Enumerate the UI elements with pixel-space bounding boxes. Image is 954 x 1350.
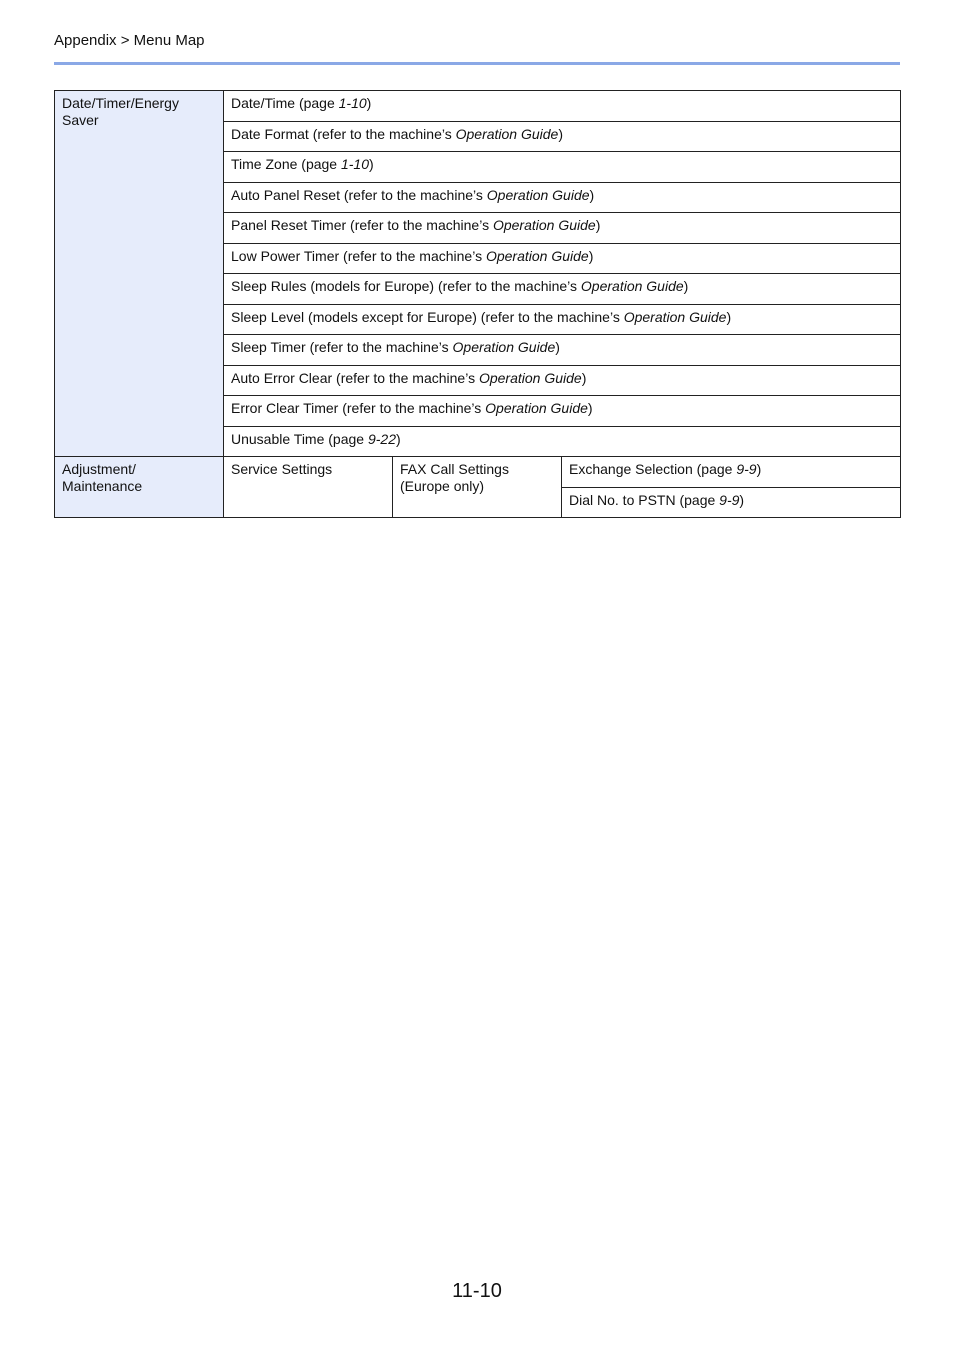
menu-item: Auto Error Clear (refer to the machine’s Operation Guide): [224, 365, 901, 396]
menu-item: Time Zone (page 1-10): [224, 152, 901, 183]
table-row: [55, 457, 901, 488]
menu-item: Sleep Level (models except for Europe) (refer to the machine’s Operation Guide): [224, 304, 901, 335]
submenu-service-settings: Service Settings: [224, 457, 393, 518]
menu-item: Sleep Rules (models for Europe) (refer to the machine’s Operation Guide): [224, 274, 901, 305]
menu-item: Sleep Timer (refer to the machine’s Operation Guide): [224, 335, 901, 366]
menu-item: Unusable Time (page 9-22): [224, 426, 901, 457]
menu-item: Error Clear Timer (refer to the machine’s Operation Guide): [224, 396, 901, 427]
menu-item: Date/Time (page 1-10): [224, 91, 901, 122]
menu-map-table: [54, 90, 901, 518]
category-date-timer-energy-saver: Date/Timer/Energy Saver: [55, 91, 224, 457]
page-number: 11-10: [452, 1280, 502, 1302]
submenu-fax-call-settings: FAX Call Settings (Europe only): [393, 457, 562, 518]
menu-item: Low Power Timer (refer to the machine’s Operation Guide): [224, 243, 901, 274]
category-adjustment-maintenance: Adjustment/ Maintenance: [55, 457, 224, 518]
menu-item: Dial No. to PSTN (page 9-9): [562, 487, 901, 518]
table-row: [55, 91, 901, 122]
breadcrumb: Appendix > Menu Map: [54, 32, 205, 49]
menu-item: Exchange Selection (page 9-9): [562, 457, 901, 488]
header-divider: [54, 62, 900, 65]
menu-item: Auto Panel Reset (refer to the machine’s Operation Guide): [224, 182, 901, 213]
menu-item: Date Format (refer to the machine’s Operation Guide): [224, 121, 901, 152]
menu-item: Panel Reset Timer (refer to the machine’s Operation Guide): [224, 213, 901, 244]
